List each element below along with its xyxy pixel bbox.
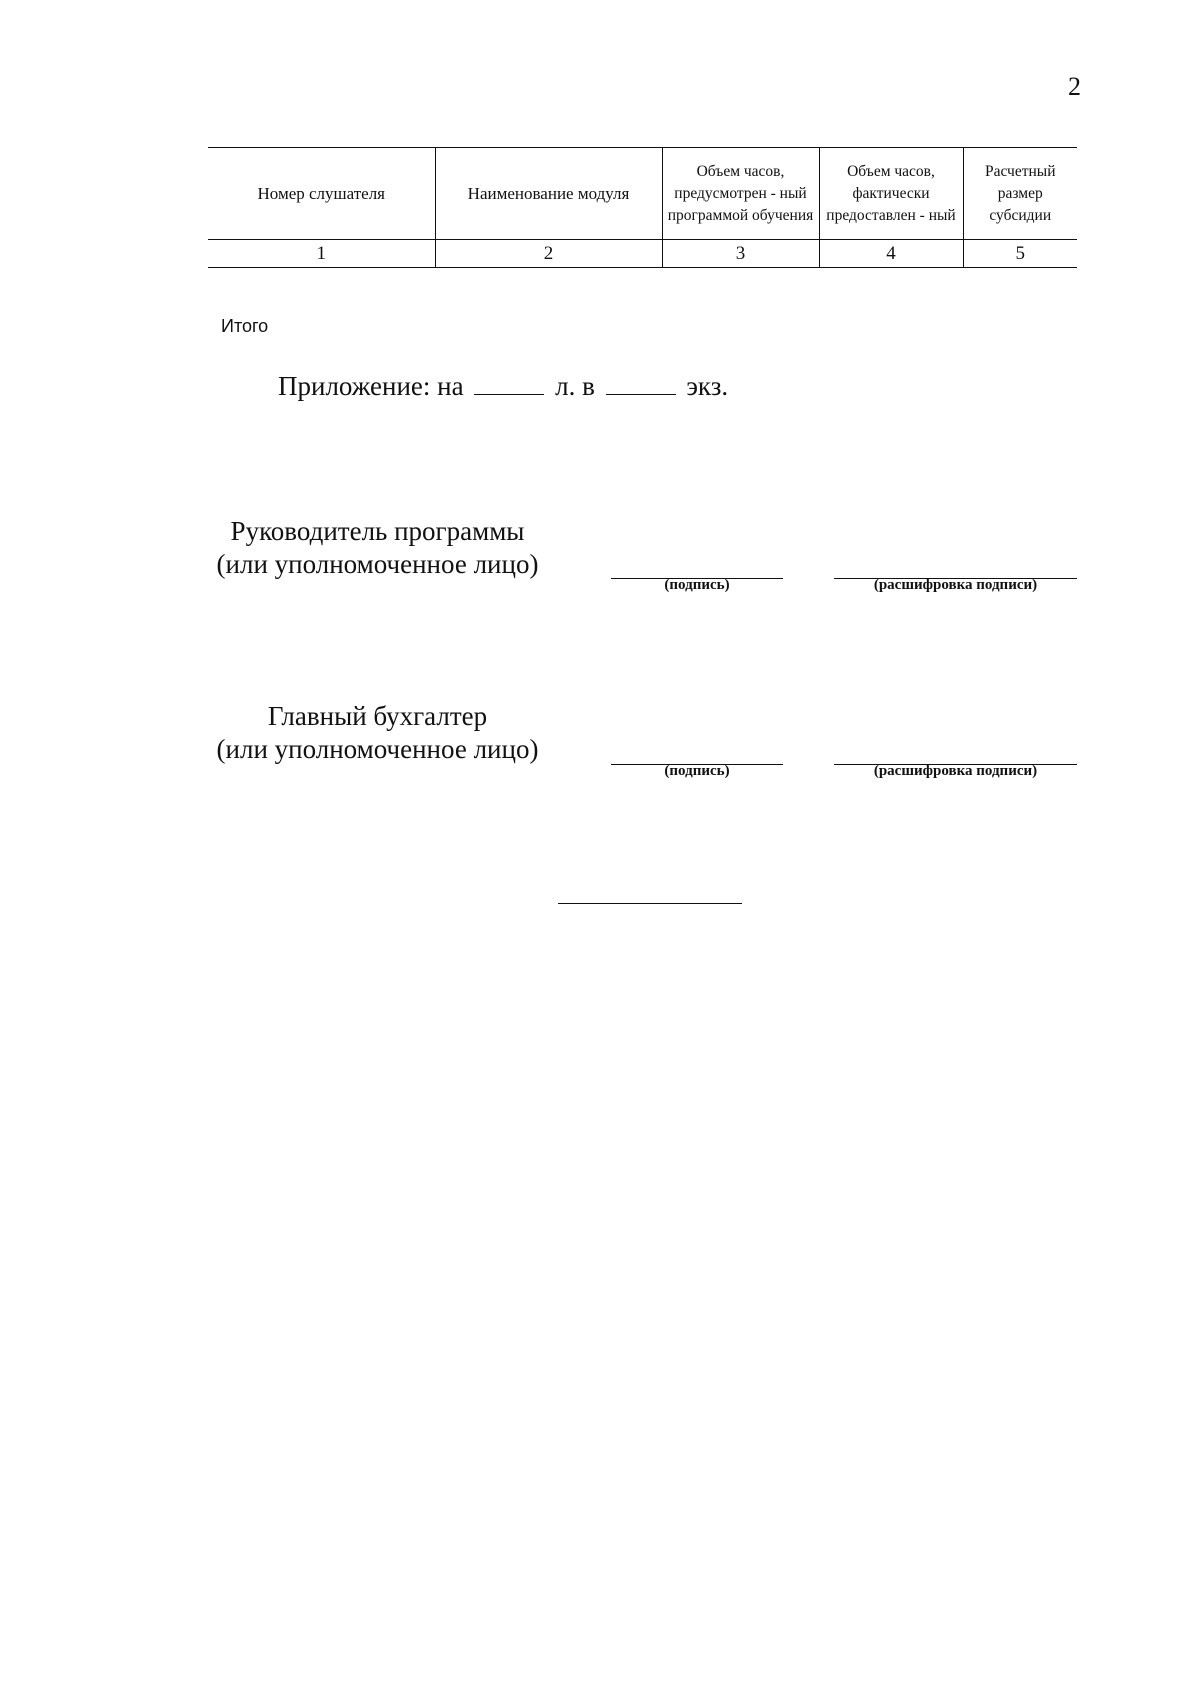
accountant-signature-caption: (подпись) xyxy=(664,763,730,779)
appendix-suffix: экз. xyxy=(686,371,729,401)
accountant-subtitle: (или уполномоченное лицо) xyxy=(216,734,539,764)
director-signature-block xyxy=(205,515,550,581)
header-module-name: Наименование модуля xyxy=(435,148,662,240)
page-number: 2 xyxy=(1068,72,1081,101)
column-number-1: 1 xyxy=(208,240,435,268)
table-numbering-row xyxy=(208,240,1077,268)
accountant-signature-block xyxy=(205,700,550,766)
director-decoding-caption: (расшифровка подписи) xyxy=(873,577,1038,593)
header-actual-hours: Объем часов, фактически предоставлен - ный xyxy=(819,148,963,240)
appendix-middle: л. в xyxy=(555,371,595,401)
accountant-title: Главный бухгалтер xyxy=(267,701,488,731)
appendix-prefix: Приложение: на xyxy=(278,371,464,401)
header-listener-number: Номер слушателя xyxy=(208,148,435,240)
column-number-5: 5 xyxy=(963,240,1077,268)
column-number-2: 2 xyxy=(435,240,662,268)
column-number-3: 3 xyxy=(662,240,819,268)
header-planned-hours: Объем часов, предусмотрен - ный программой обучения xyxy=(662,148,819,240)
director-signature-caption: (подпись) xyxy=(664,577,730,593)
total-label: Итого xyxy=(221,316,269,336)
copies-blank xyxy=(606,393,676,395)
column-number-4: 4 xyxy=(819,240,963,268)
director-subtitle: (или уполномоченное лицо) xyxy=(216,549,539,579)
sheets-blank xyxy=(474,393,544,395)
end-of-document-rule xyxy=(558,903,742,904)
appendix-line xyxy=(278,371,728,402)
director-title: Руководитель программы xyxy=(230,516,525,546)
table-header-row xyxy=(208,148,1077,240)
accountant-decoding-caption: (расшифровка подписи) xyxy=(873,763,1038,779)
header-subsidy-amount: Расчетный размер субсидии xyxy=(963,148,1077,240)
report-table xyxy=(208,147,1077,268)
